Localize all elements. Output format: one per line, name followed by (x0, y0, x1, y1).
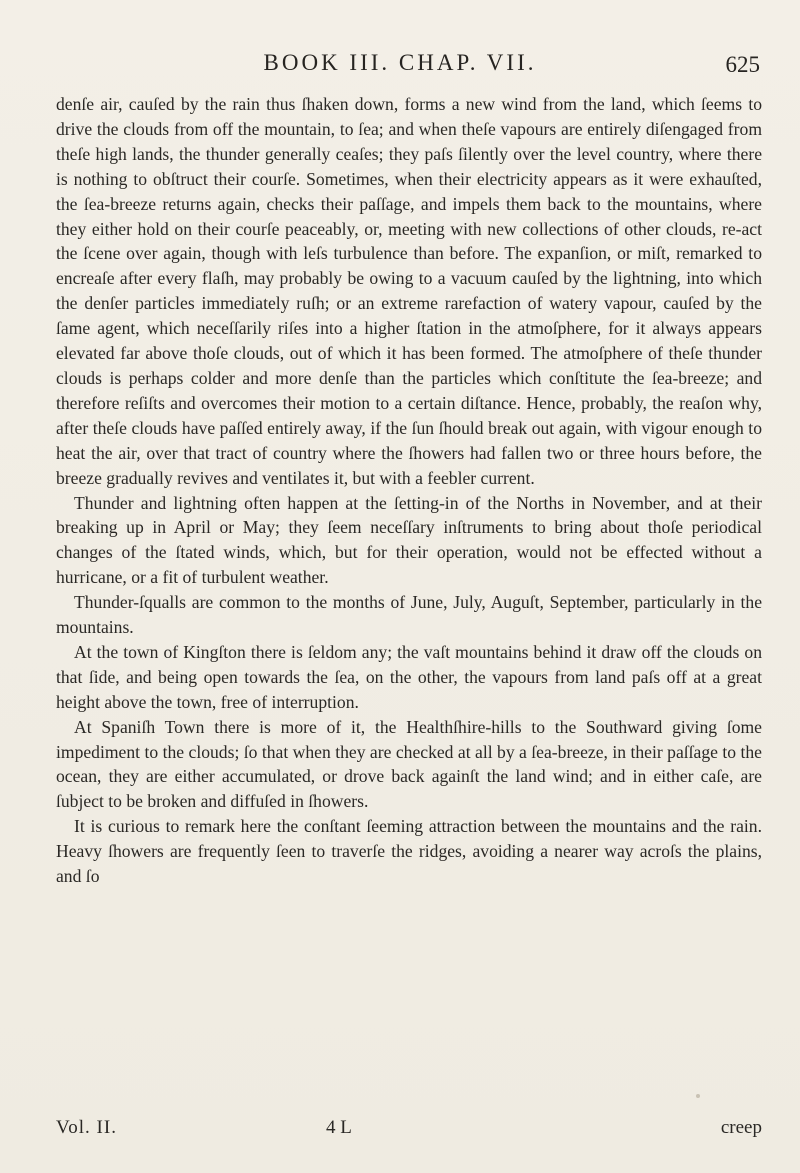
paragraph: At Spaniſh Town there is more of it, the Healthſhire-hills to the Southward giving ſome impediment to the clouds; ſo that when they are checked at all by a ſea-breeze, in their paſſage to the ocean, they are either accumulated, or drove back againſt the land wind; and in either caſe, are ſubject to be broken and diffuſed in ſhowers. (56, 716, 762, 812)
paper-speck (696, 1094, 700, 1098)
volume-label: Vol. II. (56, 1117, 117, 1138)
paragraph: It is curious to remark here the conſtant ſeeming attraction between the mountains and the rain. Heavy ſhowers are frequently ſeen to traverſe the ridges, avoiding a nearer way acroſs the plains, and ſo (56, 816, 762, 887)
running-head: BOOK III. CHAP. VII. (263, 50, 537, 75)
paragraph: Thunder-ſqualls are common to the months of June, July, Auguſt, September, particularly in the mountains. (56, 592, 762, 638)
page-number: 625 (725, 52, 760, 77)
paragraph: At the town of Kingſton there is ſeldom any; the vaſt mountains behind it draw off the clouds on that ſide, and being open towards the ſea, on the other, the vapours from land paſs off at a great height above the town, free of interruption. (56, 641, 762, 712)
signature-mark: 4 L (326, 1117, 352, 1138)
page-header (0, 50, 800, 86)
paragraph: Thunder and lightning often happen at the ſetting-in of the Norths in November, and at their breaking up in April or May; they ſeem neceſſary inſtruments to bring about thoſe periodical changes of the ſtated winds, which, but for their operation, would not be effected without a hurricane, or a fit of turbulent weather. (56, 492, 762, 588)
catchword: creep (720, 1117, 762, 1138)
body-text (56, 92, 762, 889)
page-footer (56, 1117, 762, 1145)
paragraph: denſe air, cauſed by the rain thus ſhaken down, forms a new wind from the land, which ſeems to drive the clouds from off the mountain, to ſea; and when theſe vapours are entirely diſengaged from theſe high lands, the thunder generally ceaſes; they paſs ſilently over the level country, where there is nothing to obſtruct their courſe. Sometimes, when their electricity appears as it were exhauſted, the ſea-breeze returns again, checks their paſſage, and impels them back to the mountains, where they either hold on their courſe peaceably, or, meeting with new collections of other clouds, re-act the ſcene over again, though with leſs turbulence than before. The expanſion, or miſt, remarked to encreaſe after every flaſh, may probably be owing to a vacuum cauſed by the lightning, into which the denſer particles immediately ruſh; or an extreme rarefaction of watery vapour, cauſed by the ſame agent, which neceſſarily riſes into a higher ſtation in the atmoſphere, for it always appears elevated far above thoſe clouds, out of which it has been formed. The atmoſphere of theſe thunder clouds is perhaps colder and more denſe than the particles which conſtitute the ſea-breeze; and therefore reſiſts and overcomes their motion to a certain diſtance. Hence, probably, the reaſon why, after theſe clouds have paſſed entirely away, if the ſun ſhould break out again, with vigour enough to heat the air, over that tract of country where the ſhowers had fallen two or three hours before, the breeze gradually revives and ventilates it, but with a feebler current. (56, 94, 762, 488)
